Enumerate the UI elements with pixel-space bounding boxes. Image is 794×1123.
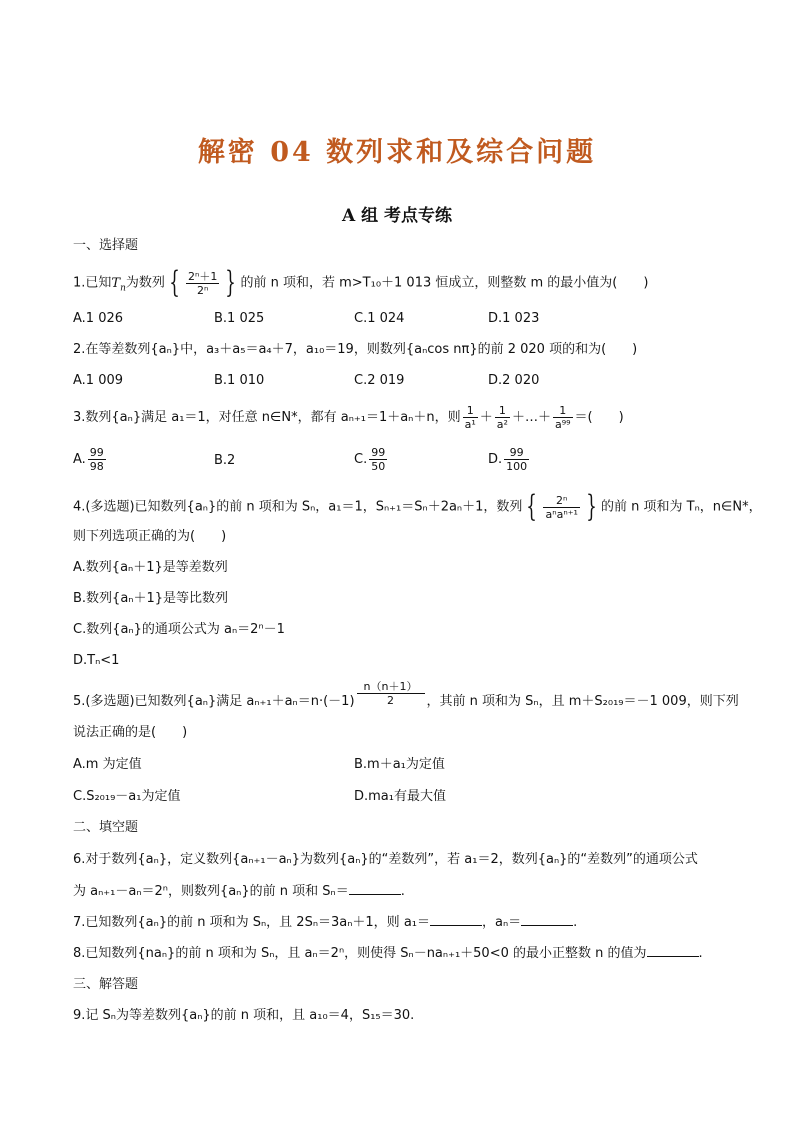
q3-fraction-3: $\frac{1}{\text{a⁹⁹}}$ xyxy=(554,404,571,431)
question-4-line2: 则下列选项正确的为( ) xyxy=(73,529,227,544)
q4-fraction: $\frac{\text{2ⁿ}}{\text{aⁿaⁿ⁺¹}}$ xyxy=(545,493,578,521)
q4-option-c: C.数列{aₙ}的通项公式为 aₙ＝2ⁿ－1 xyxy=(73,622,285,637)
left-brace-icon: { xyxy=(169,265,180,300)
q4-option-d: D.Tₙ<1 xyxy=(73,653,120,668)
q3-tail: ＝( ) xyxy=(574,410,624,425)
q2-option-c: C.2 019 xyxy=(354,373,405,388)
q1-option-d: D.1 023 xyxy=(488,311,540,326)
q1-prefix: 1.已知 xyxy=(73,275,112,291)
q5-option-b: B.m＋a₁为定值 xyxy=(354,757,445,772)
q5-line1a: 5.(多选题)已知数列{aₙ}满足 aₙ₊₁＋aₙ＝n·(－1) xyxy=(73,694,355,709)
q5-option-d: D.ma₁有最大值 xyxy=(354,789,446,804)
q2-option-b: B.1 010 xyxy=(214,373,265,388)
q1-suffix: 的前 n 项和，若 m>T₁₀＋1 013 恒成立，则整数 m 的最小值为( ) xyxy=(240,275,649,291)
section-heading-choice: 一、选择题 xyxy=(73,238,139,253)
q4-option-b: B.数列{aₙ＋1}是等比数列 xyxy=(73,591,229,606)
q1-option-c: C.1 024 xyxy=(354,311,405,326)
q5-option-a: A.m 为定值 xyxy=(73,757,142,772)
q4-option-a: A.数列{aₙ＋1}是等差数列 xyxy=(73,560,228,575)
right-brace-icon: } xyxy=(225,265,237,300)
q3-fraction-1: $\frac{1}{\text{a¹}}$ xyxy=(464,404,476,431)
answer-blank[interactable] xyxy=(349,882,401,895)
right-brace-icon: } xyxy=(586,489,597,524)
answer-blank[interactable] xyxy=(647,944,699,957)
q3-option-c: C. $\frac{99}{50}$ xyxy=(354,446,386,473)
q1-option-b: B.1 025 xyxy=(214,311,265,326)
question-8: 8.已知数列{naₙ}的前 n 项和为 Sₙ，且 aₙ＝2ⁿ，则使得 Sₙ－naₙ₊₁＋50<0 的最小正整数 n 的值为 . xyxy=(73,946,703,961)
question-4 xyxy=(73,489,762,524)
question-5-line2: 说法正确的是( ) xyxy=(73,725,188,740)
q1-option-a: A.1 026 xyxy=(73,311,124,326)
question-6: 6.对于数列{aₙ}，定义数列{aₙ₊₁－aₙ}为数列{aₙ}的“差数列”，若 a₁＝2，数列{aₙ}的“差数列”的通项公式 xyxy=(73,852,698,867)
q5-exponent-fraction: $\frac{n(n+1)}{2}$ xyxy=(357,680,425,707)
question-1: 1.已知$T_n$为数列 { $\frac{\text{2ⁿ＋1}}{\text{2ⁿ}}$ } 的前 n 项和，若 m>T₁₀＋1 013 恒成立，则整数 m 的最小值为( ) xyxy=(73,265,649,300)
q4-line1b: 的前 n 项和为 Tₙ，n∈N*， xyxy=(601,499,762,515)
q3-text: 3.数列{aₙ}满足 a₁＝1，对任意 n∈N*，都有 aₙ₊₁＝1＋aₙ＋n，则 xyxy=(73,410,461,425)
q3-option-d: D. $\frac{99}{100}$ xyxy=(488,446,528,473)
q1-mid: 为数列 xyxy=(125,275,165,291)
page-subtitle: A 组 考点专练 xyxy=(341,206,453,226)
section-heading-solve: 三、解答题 xyxy=(73,977,139,992)
q3-option-b: B.2 xyxy=(214,453,236,468)
q3-fraction-2: $\frac{1}{\text{a²}}$ xyxy=(496,404,508,431)
page-title: 解密 04 数列求和及综合问题 xyxy=(197,137,597,168)
question-3: 3.数列{aₙ}满足 a₁＝1，对任意 n∈N*，都有 aₙ₊₁＝1＋aₙ＋n，则 $\frac{1}{\text{a¹}}$ ＋ $\frac{1}{\text{a²}}$ ＋…＋ $\frac{1}{\text{a⁹⁹}}$ ＝( ) xyxy=(73,404,624,431)
q5-option-c: C.S₂₀₁₉－a₁为定值 xyxy=(73,789,181,804)
left-brace-icon: { xyxy=(526,489,538,524)
question-6-line2: 为 aₙ₊₁－aₙ＝2ⁿ，则数列{aₙ}的前 n 项和 Sₙ＝ . xyxy=(73,884,405,899)
q2-option-d: D.2 020 xyxy=(488,373,540,388)
question-7: 7.已知数列{aₙ}的前 n 项和为 Sₙ，且 2Sₙ＝3aₙ＋1，则 a₁＝ ，aₙ＝ . xyxy=(73,915,578,930)
question-5 xyxy=(73,680,739,715)
question-2: 2.在等差数列{aₙ}中，a₃＋a₅＝a₄＋7，a₁₀＝19，则数列{aₙcos nπ}的前 2 020 项的和为( ) xyxy=(73,342,638,357)
q5-line1b: ，其前 n 项和为 Sₙ，且 m＋S₂₀₁₉＝－1 009，则下列 xyxy=(426,694,739,709)
q1-fraction: $\frac{\text{2ⁿ＋1}}{\text{2ⁿ}}$ xyxy=(187,269,218,297)
q2-option-a: A.1 009 xyxy=(73,373,124,388)
section-heading-fill: 二、填空题 xyxy=(73,820,139,835)
q4-line1a: 4.(多选题)已知数列{aₙ}的前 n 项和为 Sₙ，a₁＝1，Sₙ₊₁＝Sₙ＋2aₙ＋1，数列 xyxy=(73,499,523,515)
answer-blank[interactable] xyxy=(521,913,573,926)
question-9: 9.记 Sₙ为等差数列{aₙ}的前 n 项和，且 a₁₀＝4，S₁₅＝30. xyxy=(73,1008,415,1023)
answer-blank[interactable] xyxy=(430,913,482,926)
q3-option-a: A. $\frac{99}{98}$ xyxy=(73,446,104,473)
